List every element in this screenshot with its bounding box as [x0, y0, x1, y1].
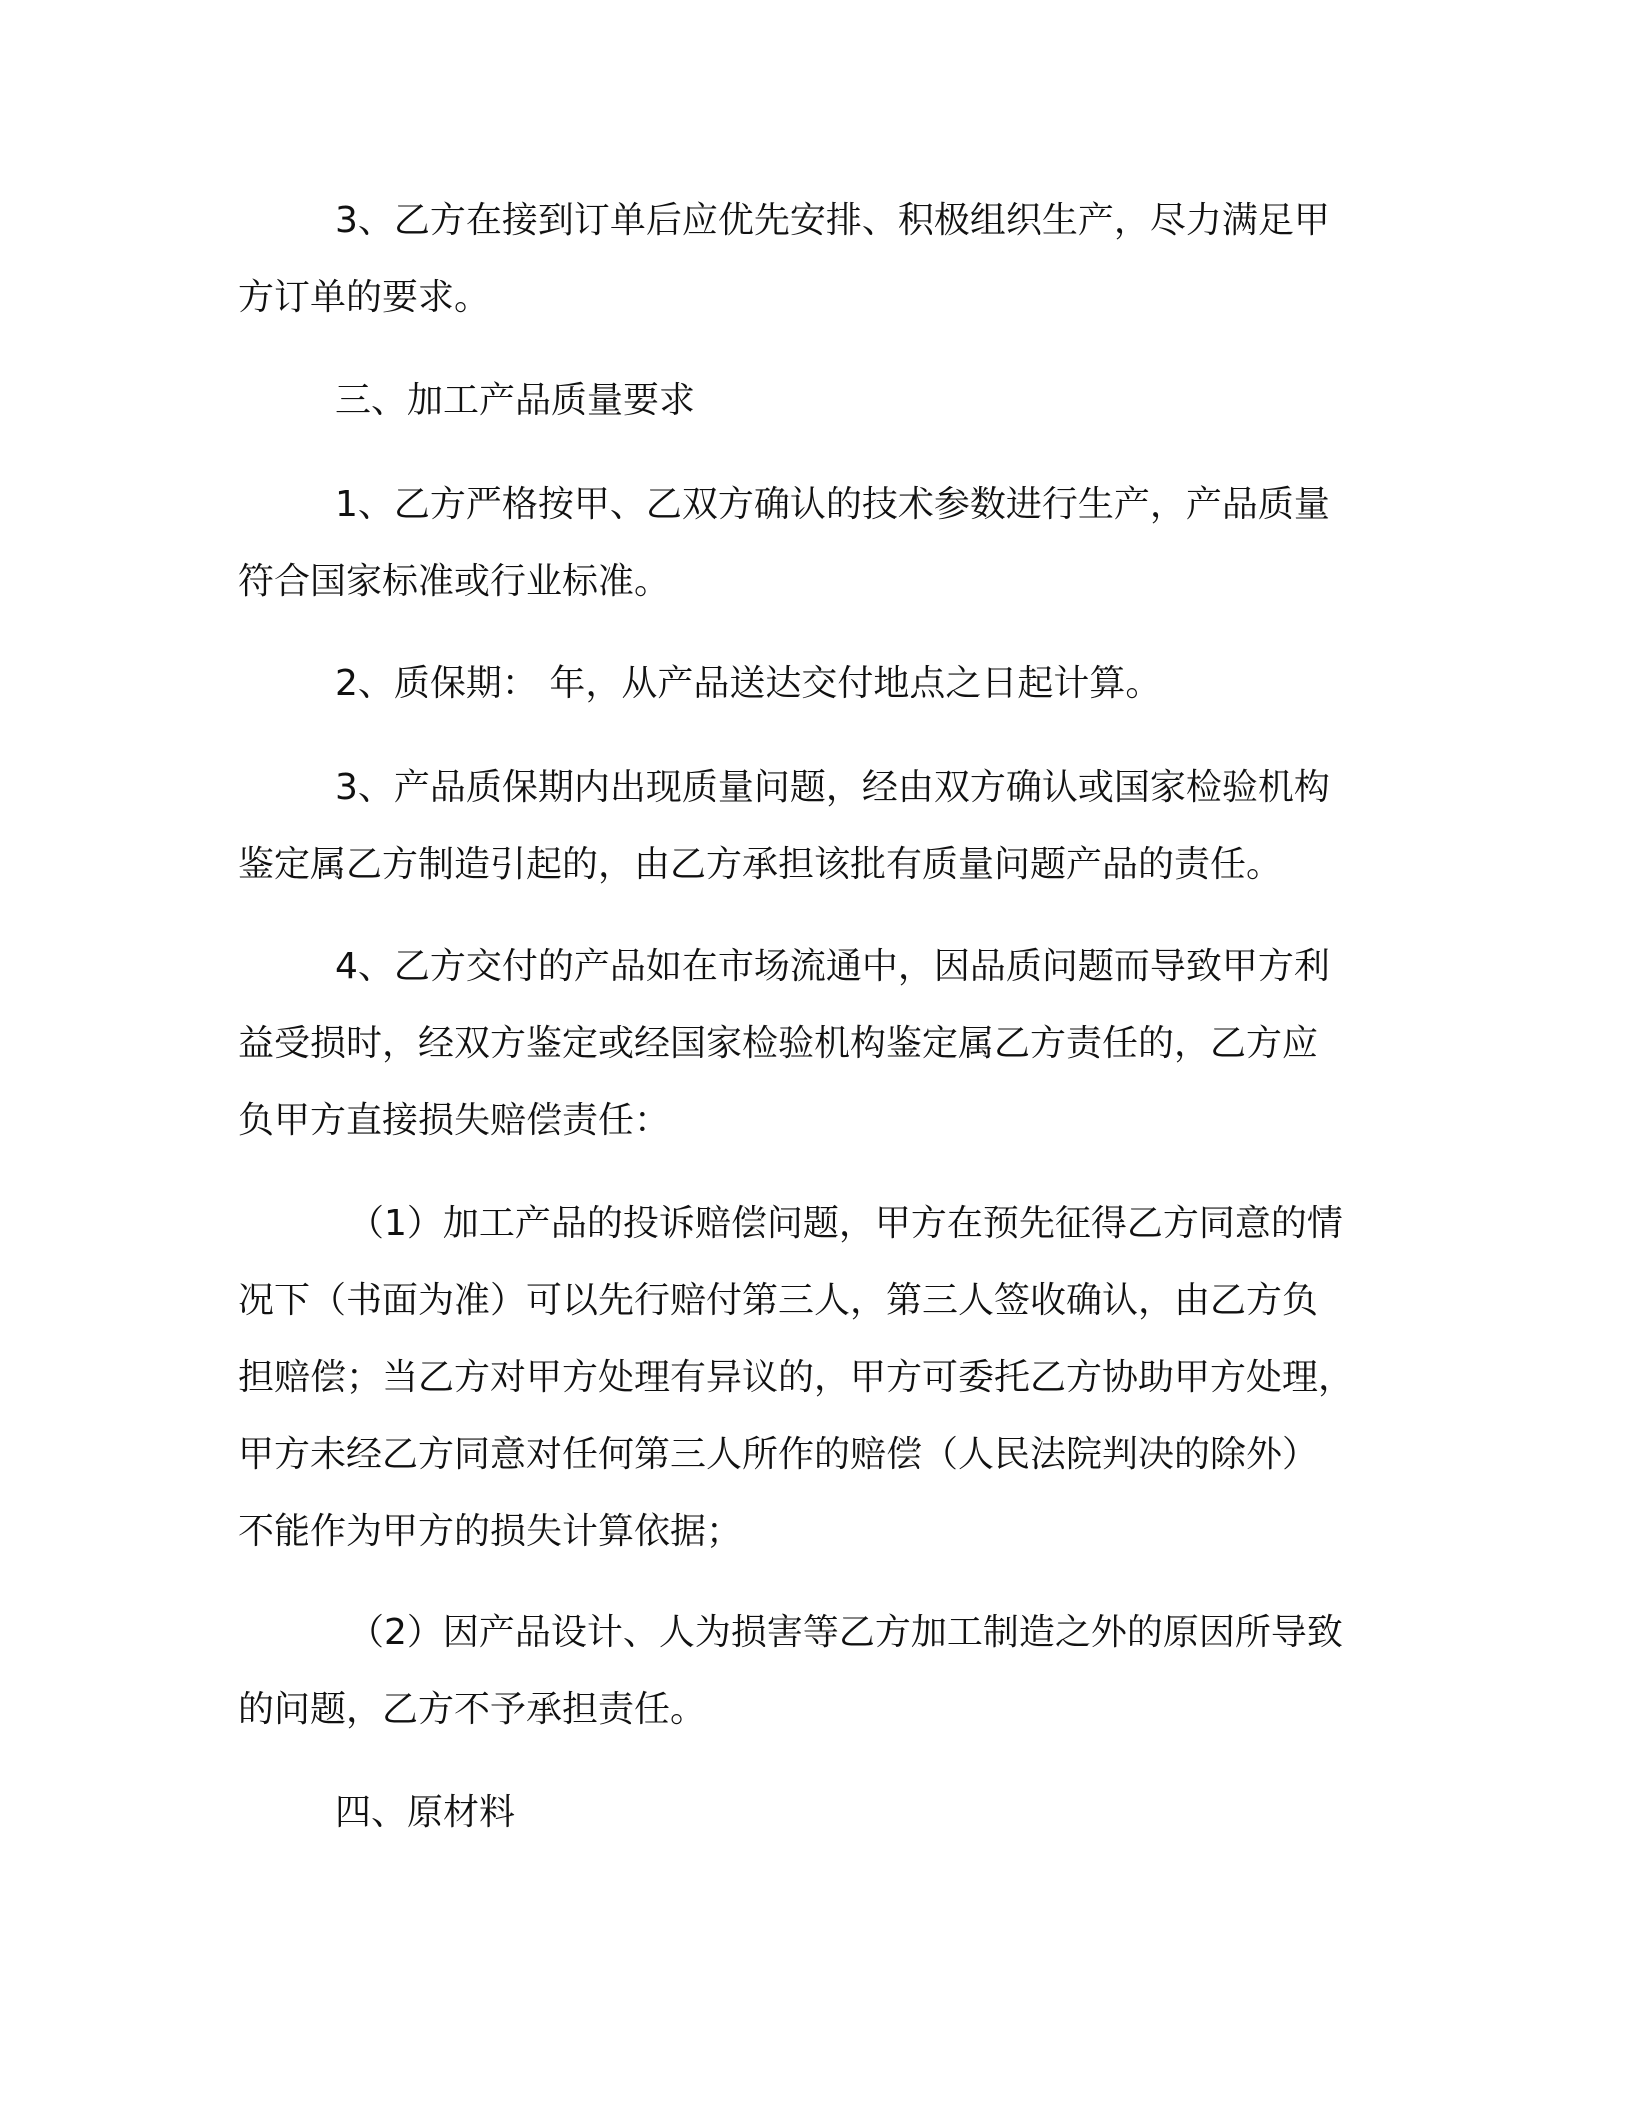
text-line: 的问题，乙方不予承担责任。	[238, 1689, 707, 1730]
clause-3-item-2	[238, 645, 1378, 722]
clause-3-item-4-sub-2	[238, 1594, 1378, 1748]
text-line: 方订单的要求。	[238, 277, 491, 318]
text-line: 3、乙方在接到订单后应优先安排、积极组织生产，尽力满足甲	[335, 200, 1330, 241]
clause-3-item-4-sub-1	[238, 1185, 1378, 1570]
text-line: 3、产品质保期内出现质量问题，经由双方确认或国家检验机构	[335, 767, 1330, 808]
heading-text: 三、加工产品质量要求	[335, 380, 696, 421]
clause-3-item-1	[238, 466, 1378, 620]
clause-3-item-4	[238, 928, 1378, 1159]
text-line: 益受损时，经双方鉴定或经国家检验机构鉴定属乙方责任的，乙方应	[238, 1023, 1319, 1064]
text-line: 负甲方直接损失赔偿责任：	[238, 1100, 671, 1141]
text-line: 鉴定属乙方制造引起的，由乙方承担该批有质量问题产品的责任。	[238, 844, 1283, 885]
text-line: 4、乙方交付的产品如在市场流通中，因品质问题而导致甲方利	[335, 946, 1330, 987]
text-line: 甲方未经乙方同意对任何第三人所作的赔偿（人民法院判决的除外）	[238, 1434, 1319, 1475]
text-line: 2、质保期： 年，从产品送达交付地点之日起计算。	[335, 663, 1162, 704]
text-line: 符合国家标准或行业标准。	[238, 561, 671, 602]
section-heading-4	[238, 1774, 1378, 1851]
text-line: （2）因产品设计、人为损害等乙方加工制造之外的原因所导致	[348, 1612, 1343, 1653]
text-line: 况下（书面为准）可以先行赔付第三人，第三人签收确认，由乙方负	[238, 1280, 1319, 1321]
text-line: 不能作为甲方的损失计算依据；	[238, 1511, 743, 1552]
heading-text: 四、原材料	[335, 1792, 516, 1833]
text-line: 担赔偿；当乙方对甲方处理有异议的，甲方可委托乙方协助甲方处理，	[238, 1357, 1355, 1398]
text-line: （1）加工产品的投诉赔偿问题，甲方在预先征得乙方同意的情	[348, 1203, 1343, 1244]
section-heading-3	[238, 362, 1378, 439]
clause-3-item-3	[238, 749, 1378, 903]
text-line: 1、乙方严格按甲、乙双方确认的技术参数进行生产，产品质量	[335, 484, 1330, 525]
clause-2-item-3	[238, 182, 1378, 336]
